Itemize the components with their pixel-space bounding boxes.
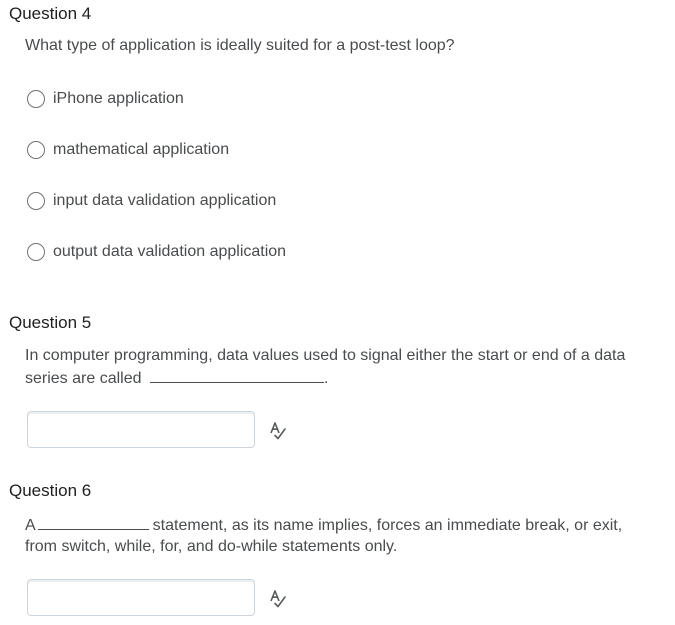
question-5-answer-input[interactable] (27, 411, 255, 448)
spell-check-icon[interactable] (268, 420, 288, 440)
question-5-prompt-line-2 (25, 366, 625, 389)
question-4-prompt: What type of application is ideally suited for a post-test loop? (25, 37, 455, 54)
question-5-prompt-before-blank: series are called (25, 370, 142, 387)
question-5-prompt-line-1: In computer programming, data values used to signal either the start or end of a data (25, 347, 626, 364)
question-5-blank (150, 366, 324, 383)
q4-option-1-radio[interactable] (27, 90, 45, 108)
question-6-title: Question 6 (9, 481, 92, 500)
q4-option-4-radio[interactable] (27, 243, 45, 261)
question-5-prompt (25, 345, 625, 389)
question-5-prompt-after-blank: . (323, 370, 329, 387)
question-6-prompt-line-2: from switch, while, for, and do-while statements only. (25, 538, 398, 555)
q4-option-2[interactable] (27, 139, 229, 161)
question-6-prompt-after-blank: statement, as its name implies, forces an immediate break, or exit, (152, 517, 623, 534)
q4-option-4[interactable] (27, 241, 286, 263)
question-6-blank (38, 513, 149, 530)
question-6-prompt-before-blank: A (25, 517, 36, 534)
q4-option-2-label: mathematical application (53, 141, 230, 158)
spell-check-icon[interactable] (268, 588, 288, 608)
question-6-prompt-line-1 (25, 513, 622, 536)
q4-option-2-radio[interactable] (27, 141, 45, 159)
question-6-prompt (25, 513, 622, 557)
q4-option-1-label: iPhone application (53, 90, 184, 107)
q4-option-3-label: input data validation application (53, 192, 277, 209)
question-4-title: Question 4 (9, 4, 92, 23)
q4-option-1[interactable] (27, 88, 184, 110)
q4-option-3-radio[interactable] (27, 192, 45, 210)
q4-option-4-label: output data validation application (53, 243, 287, 260)
question-6-answer-input[interactable] (27, 579, 255, 616)
question-5-title: Question 5 (9, 313, 92, 332)
q4-option-3[interactable] (27, 190, 276, 212)
